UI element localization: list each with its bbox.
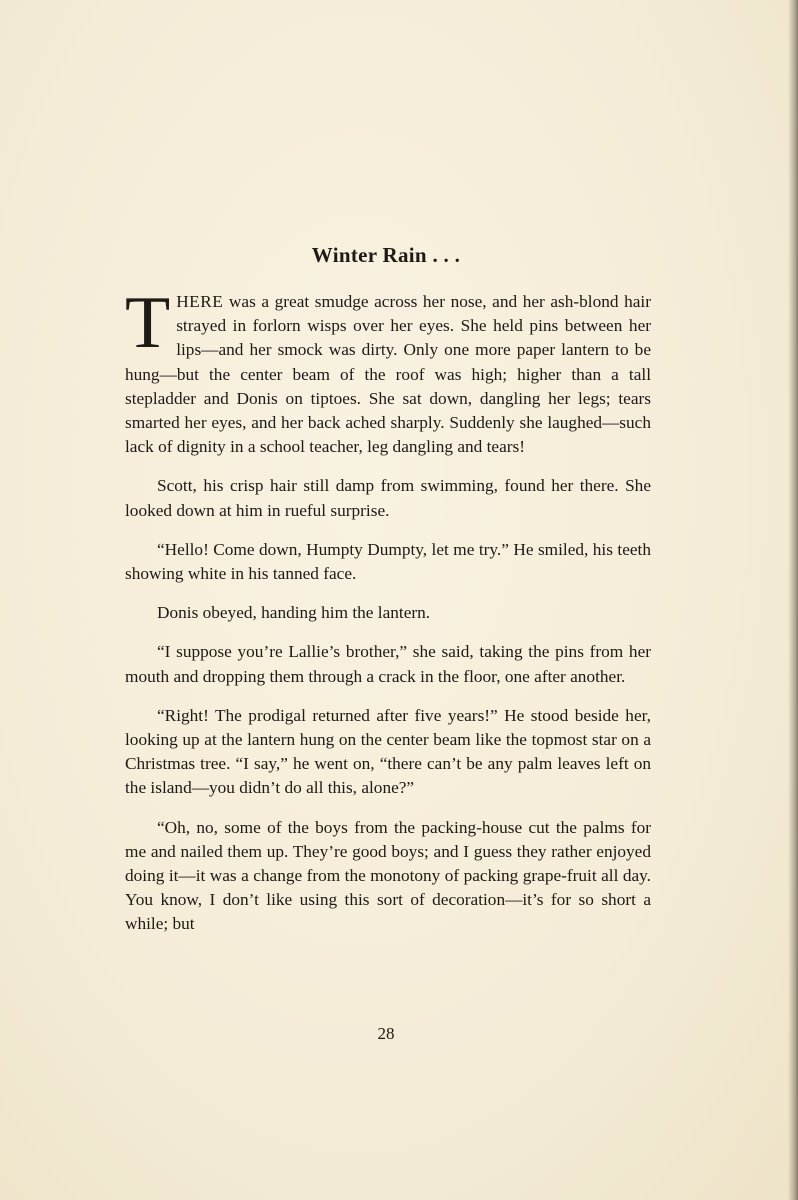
drop-cap: T xyxy=(125,282,171,364)
page-number: 28 xyxy=(377,1024,395,1043)
paragraph-4: Donis obeyed, handing him the lantern. xyxy=(157,603,431,623)
page-edge-shadow xyxy=(788,0,798,1200)
body-text xyxy=(125,282,651,952)
paragraph-5: “I suppose you’re Lallie’s brother,” she said, taking the pins from her mouth and dropping them through a crack in the floor, one after another. xyxy=(125,642,651,686)
paragraph-2: Scott, his crisp hair still damp from swimming, found her there. She looked down at him in rueful surprise. xyxy=(125,476,651,520)
paragraph-3: “Hello! Come down, Humpty Dumpty, let me try.” He smiled, his teeth showing white in his tanned face. xyxy=(125,539,651,584)
paragraph-7: “Oh, no, some of the boys from the packing-house cut the palms for me and nailed them up. They’re good boys; and I guess they rather enjoyed doing it—it was a change from the monotony of packing grape-fruit all day. You know, I don’t like using this sort of decoration—it’s for so short a while; but xyxy=(125,817,651,934)
paragraph-1 xyxy=(125,282,651,459)
chapter-title: Winter Rain . . . xyxy=(311,243,461,267)
paragraph-6: “Right! The prodigal returned after five years!” He stood beside her, looking up at the lantern hung on the center beam like the topmost star on a Christmas tree. “I say,” he went on, “there can’t be any palm leaves left on the island—you didn’t do all this, alone?” xyxy=(125,705,651,798)
opening-word: HERE xyxy=(176,292,224,311)
paragraph-1-text: was a great smudge across her nose, and her ash-blond hair strayed in forlorn wisps over her eyes. She held pins between her lips—and her smock was dirty. Only one more paper lantern to be hung—but the center beam of the roof was high; higher than a tall stepladder and Donis on tiptoes. She sat down, dangling her legs; tears smarted her eyes, and her back ached sharply. Suddenly she laughed—such lack of dignity in a school teacher, leg dangling and tears! xyxy=(125,292,651,457)
